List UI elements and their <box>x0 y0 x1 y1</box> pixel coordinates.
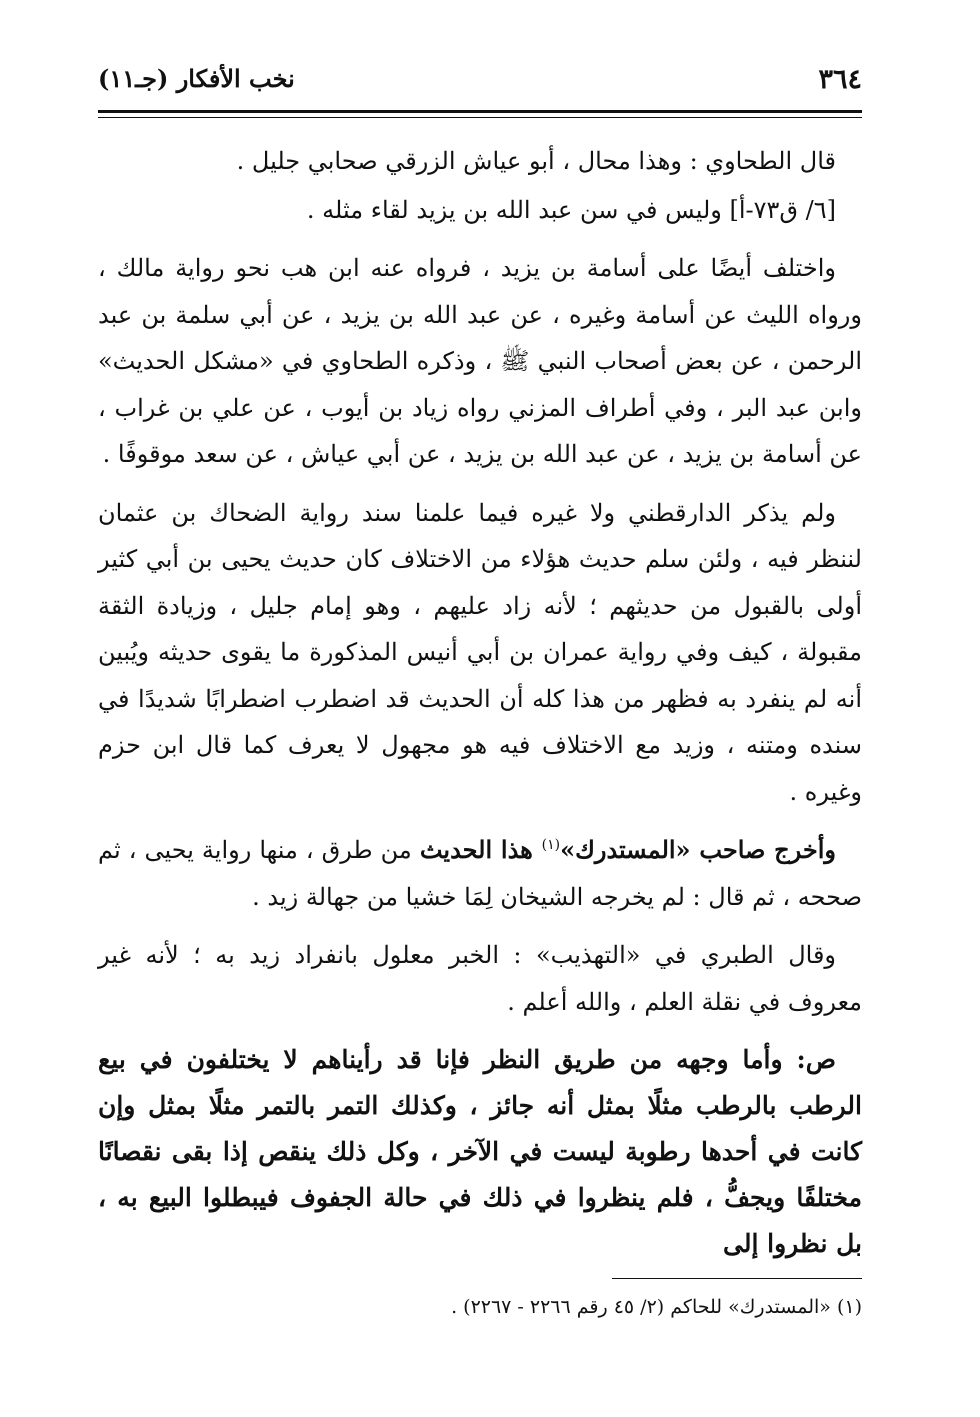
main-text <box>98 138 862 1279</box>
footnote-marker: (١) <box>541 837 561 853</box>
footnote: (١) «المستدرك» للحاكم (٢/ ٤٥ رقم ٢٢٦٦ - ٢٢٦٧) . <box>451 1296 862 1318</box>
mustadrak-bold-start: وأخرج صاحب «المستدرك» <box>560 835 837 864</box>
book-title: نخب الأفكار (جـ١١) <box>98 64 295 93</box>
paragraph-tabari: وقال الطبري في «التهذيب» : الخبر معلول بانفراد زيد به ؛ لأنه غير معروف في نقلة العلم ، والله أعلم . <box>98 941 862 1016</box>
paragraph-daraqutni: ولم يذكر الدارقطني ولا غيره فيما علمنا سند رواية الضحاك بن عثمان لننظر فيه ، ولئن سلم حديث هؤلاء من الاختلاف كان حديث يحيى بن أبي كثير أولى بالقبول من حديثهم ؛ لأنه زاد عليهم ، وهو إمام جليل ، وزيادة الثقة مقبولة ، كيف وفي رواية عمران بن أبي أنيس المذكورة ما يقوى حديثه ويُبين أنه لم ينفرد به فظهر من هذا كله أن الحديث قد اضطرب اضطرابًا شديدًا في سنده ومتنه ، وزيد مع الاختلاف فيه هو مجهول لا يعرف كما قال ابن حزم وغيره . <box>98 498 863 806</box>
page-header <box>98 62 862 106</box>
paragraph-manuscript-ref: [٦/ ق٧٣-أ] وليس في سن عبد الله بن يزيد لقاء مثله . <box>306 195 836 224</box>
footnote-separator <box>612 1278 862 1279</box>
paragraph-tahawi-quote: قال الطحاوي : وهذا محال ، أبو عياش الزرقي صحابي جليل . <box>236 147 836 175</box>
paragraph-usama-variation: واختلف أيضًا على أسامة بن يزيد ، فرواه عنه ابن هب نحو رواية مالك ، ورواه الليث عن أسامة وغيره ، عن عبد الله بن يزيد ، عن أبي سلمة بن عبد الرحمن ، عن بعض أصحاب النبي ﷺ ، وذكره الطحاوي في «مشكل الحديث» وابن عبد البر ، وفي أطراف المزني رواه زياد بن أيوب ، عن علي بن غراب ، عن أسامة بن يزيد ، عن عبد الله بن يزيد ، عن أبي عياش ، عن سعد موقوفًا . <box>98 254 862 468</box>
header-rule-thin <box>98 117 862 118</box>
mustadrak-bold-mid: هذا الحديث <box>419 835 542 864</box>
header-rule-thick <box>98 110 862 113</box>
page-number: ٣٦٤ <box>818 64 862 95</box>
mustadrak-rest: من طرق ، منها رواية يحيى ، ثم صححه ، ثم قال : لم يخرجه الشيخان لِمَا خشيا من جهالة زيد . <box>98 836 862 911</box>
paragraph-sad-section: ص: وأما وجهه من طريق النظر فإنا قد رأيناهم لا يختلفون في بيع الرطب بالرطب مثلًا بمثل أنه جائز ، وكذلك التمر بالتمر مثلًا بمثل وإن كانت في أحدها رطوبة ليست في الآخر ، وكل ذلك ينقص إذا بقى نقصانًا مختلفًا ويجفُّ ، فلم ينظروا في ذلك في حالة الجفوف فيبطلوا البيع به ، بل نظروا إلى <box>98 1045 862 1258</box>
paragraph-mustadrak <box>98 827 862 920</box>
